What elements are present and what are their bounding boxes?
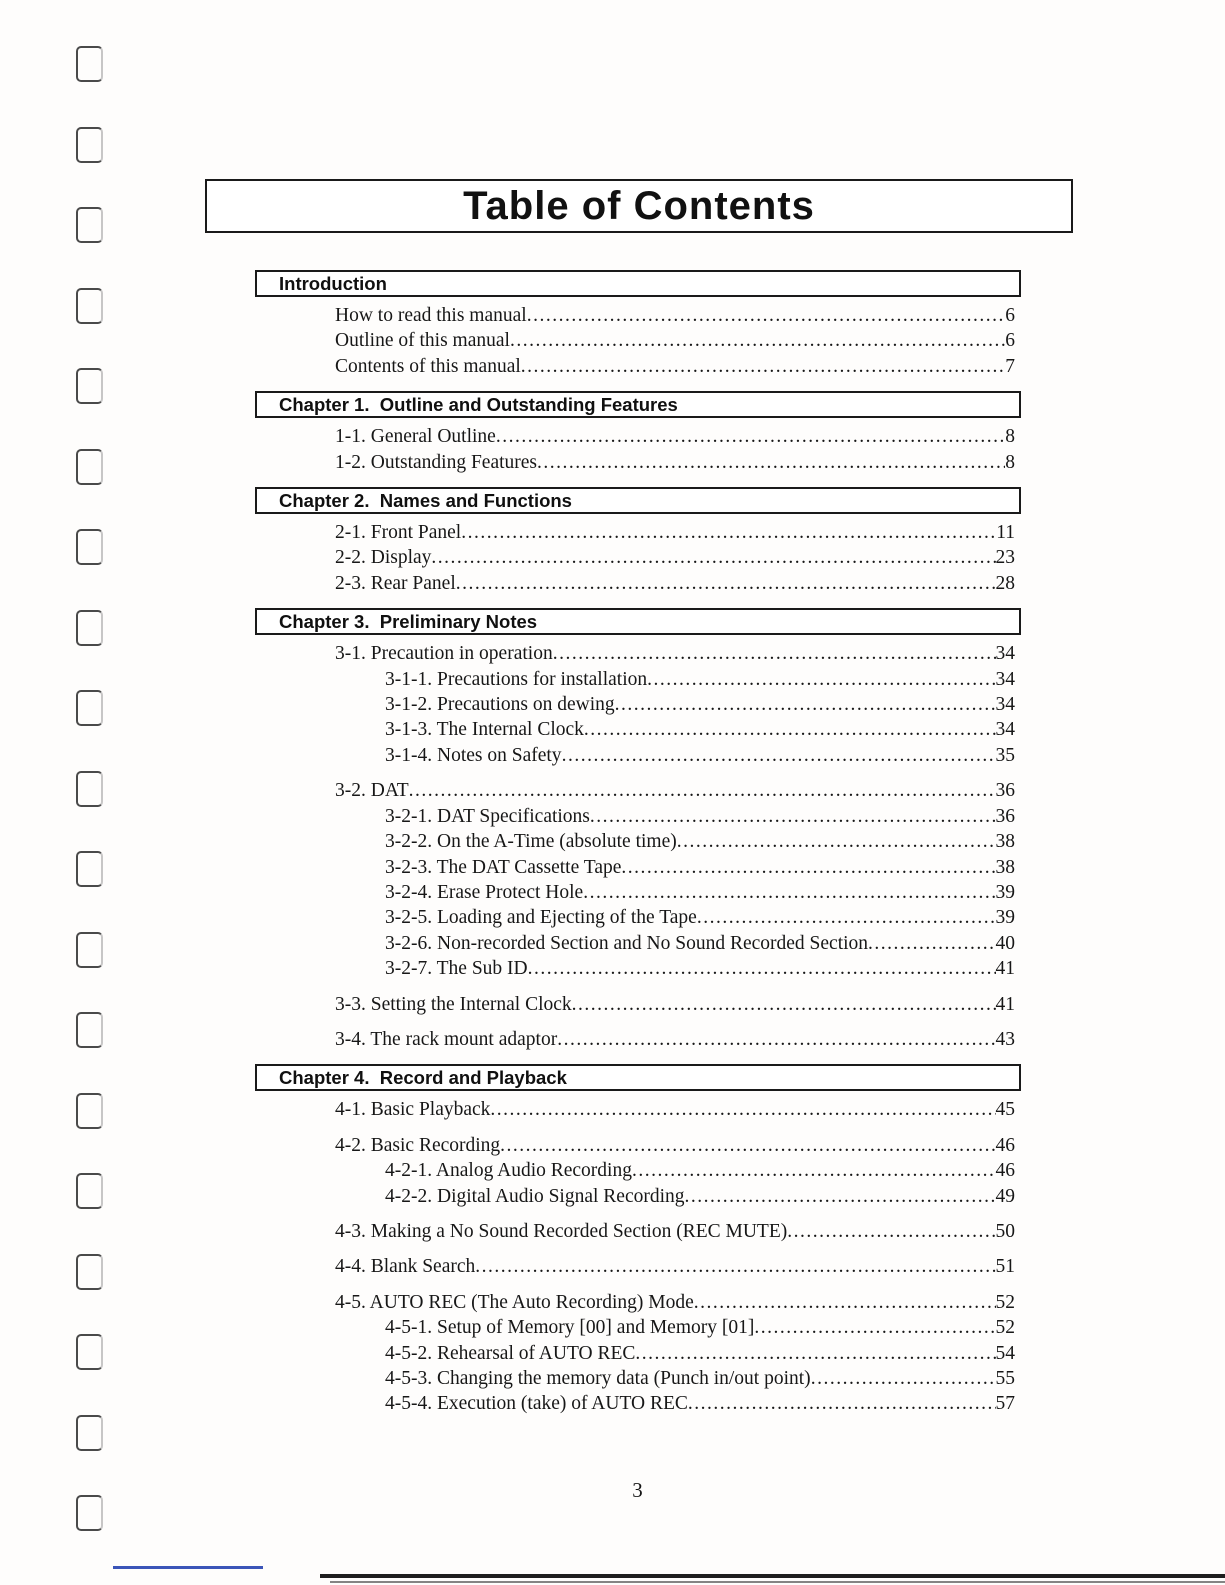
toc-entry-page: 36: [995, 805, 1015, 827]
dot-leader: [572, 992, 996, 1017]
toc-entry-label: 3-2-5. Loading and Ejecting of the Tape: [385, 907, 697, 929]
dot-leader: [557, 1027, 995, 1052]
toc-entry-page: 40: [995, 932, 1015, 954]
binding-hole: [76, 771, 103, 807]
toc-entry: [335, 1219, 1021, 1244]
toc-entry-page: 46: [995, 1160, 1015, 1182]
toc-entry-page: 57: [995, 1393, 1015, 1415]
dot-leader: [562, 743, 996, 768]
toc-entry-label: 3-2-7. The Sub ID: [385, 958, 528, 980]
binding-hole: [76, 449, 103, 485]
page-number: 3: [632, 1478, 643, 1502]
binding-hole: [76, 932, 103, 968]
toc-entry-label: 3-3. Setting the Internal Clock: [335, 993, 572, 1015]
toc-entry: [385, 855, 1021, 880]
toc-entry-page: 35: [995, 744, 1015, 766]
toc-entry: [335, 424, 1021, 449]
binding-hole: [76, 1254, 103, 1290]
section-header: [255, 608, 1021, 635]
dot-leader: [615, 692, 996, 717]
dot-leader: [409, 778, 996, 803]
toc-section: [255, 608, 1021, 1052]
section-header-label: Chapter 4. Record and Playback: [279, 1066, 567, 1088]
toc-entry-page: 51: [995, 1256, 1015, 1278]
dot-leader: [632, 1158, 996, 1183]
dot-leader: [677, 829, 996, 854]
toc-entry: [385, 1366, 1021, 1391]
dot-leader: [685, 1184, 996, 1209]
dot-leader: [500, 1133, 995, 1158]
toc-entry-label: 3-1-4. Notes on Safety: [385, 744, 562, 766]
section-entries: [255, 424, 1021, 475]
title-box: [205, 179, 1073, 233]
scan-artifact-dark-line: [320, 1574, 1225, 1578]
toc-entry-page: 45: [995, 1099, 1015, 1121]
binding-hole: [76, 368, 103, 404]
toc-entry-label: 3-1-1. Precautions for installation: [385, 668, 648, 690]
toc-entry-page: 34: [995, 668, 1015, 690]
page-title: Table of Contents: [463, 183, 815, 228]
toc-entry-page: 38: [995, 831, 1015, 853]
toc-entry-page: 8: [1005, 426, 1015, 448]
toc-entry-page: 34: [995, 643, 1015, 665]
dot-leader: [431, 545, 995, 570]
toc-entry-label: 3-2-3. The DAT Cassette Tape: [385, 856, 622, 878]
dot-leader: [583, 880, 995, 905]
toc-entry-label: 2-1. Front Panel: [335, 522, 462, 544]
dot-leader: [456, 571, 996, 596]
toc-entry-page: 38: [995, 856, 1015, 878]
toc-section: [255, 1064, 1021, 1416]
toc-entry: [335, 450, 1021, 475]
toc-entry: [335, 641, 1021, 666]
toc-entry-page: 34: [995, 719, 1015, 741]
toc-entry: [385, 1184, 1021, 1209]
toc-entry-page: 49: [995, 1185, 1015, 1207]
dot-leader: [621, 855, 995, 880]
toc-entry-page: 50: [995, 1220, 1015, 1242]
toc-entry: [385, 931, 1021, 956]
toc-entry: [385, 743, 1021, 768]
section-header-label: Chapter 1. Outline and Outstanding Features: [279, 393, 678, 415]
binding-hole: [76, 529, 103, 565]
dot-leader: [787, 1219, 995, 1244]
section-header: [255, 487, 1021, 514]
dot-leader: [475, 1254, 995, 1279]
dot-leader: [496, 424, 1005, 449]
toc-entry-label: 4-5-2. Rehearsal of AUTO REC: [385, 1342, 636, 1364]
toc-entry-label: 3-2. DAT: [335, 780, 409, 802]
toc-section: [255, 270, 1021, 379]
section-header-label: Chapter 3. Preliminary Notes: [279, 610, 538, 632]
toc-entry-page: 55: [995, 1368, 1015, 1389]
binding-hole: [76, 1334, 103, 1370]
toc-entry: [335, 1027, 1021, 1052]
dot-leader: [868, 931, 995, 956]
toc-entry-page: 52: [995, 1291, 1015, 1313]
toc-entry-label: 3-2-2. On the A-Time (absolute time): [385, 831, 677, 853]
binding-hole: [76, 1012, 103, 1048]
toc-entry-label: 3-2-4. Erase Protect Hole: [385, 881, 584, 903]
binding-hole: [76, 207, 103, 243]
dot-leader: [510, 328, 1005, 353]
dot-leader: [584, 717, 996, 742]
section-header: [255, 391, 1021, 418]
toc-entry-page: 52: [995, 1317, 1015, 1339]
toc-entry-page: 36: [995, 780, 1015, 802]
toc-entry-page: 43: [995, 1028, 1015, 1050]
toc-entry-label: Contents of this manual: [335, 355, 521, 377]
toc-entry: [335, 328, 1021, 353]
toc-entry-label: 4-2. Basic Recording: [335, 1134, 501, 1156]
toc-entry: [385, 1341, 1021, 1366]
binding-holes: [76, 0, 116, 1585]
toc-entry-label: 3-1. Precaution in operation: [335, 643, 553, 665]
toc-entry: [385, 1158, 1021, 1183]
toc-entry-page: 11: [996, 522, 1015, 544]
section-header: [255, 270, 1021, 297]
section-entries: [255, 303, 1021, 379]
toc-section: [255, 487, 1021, 596]
toc-entry: [335, 992, 1021, 1017]
dot-leader: [754, 1315, 995, 1340]
toc-entry: [335, 1254, 1021, 1279]
toc-entry: [335, 545, 1021, 570]
toc-entry: [385, 880, 1021, 905]
toc-entry-label: 1-1. General Outline: [335, 426, 496, 448]
dot-leader: [521, 354, 1005, 379]
toc-entry-label: 4-5-3. Changing the memory data (Punch in/out point): [385, 1368, 811, 1389]
toc-entry-page: 6: [1005, 330, 1015, 352]
dot-leader: [528, 956, 996, 981]
toc-entry: [385, 692, 1021, 717]
dot-leader: [647, 667, 995, 692]
toc-entry-label: 3-2-6. Non-recorded Section and No Sound Recorded Section: [385, 932, 869, 954]
section-header-label: Introduction: [279, 272, 387, 294]
toc-entry-label: How to read this manual: [335, 305, 527, 326]
toc-entry: [385, 804, 1021, 829]
toc-entry-label: 2-2. Display: [335, 547, 432, 569]
toc-sections: [255, 270, 1021, 1429]
toc-entry: [335, 520, 1021, 545]
section-header: [255, 1064, 1021, 1091]
toc-entry-page: 54: [995, 1342, 1015, 1364]
toc-entry-page: 23: [995, 547, 1015, 569]
dot-leader: [697, 905, 996, 930]
binding-hole: [76, 288, 103, 324]
toc-entry-page: 28: [995, 572, 1015, 594]
binding-hole: [76, 851, 103, 887]
toc-entry-page: 46: [995, 1134, 1015, 1156]
dot-leader: [490, 1097, 995, 1122]
scan-artifact-blue-line: [113, 1566, 263, 1569]
toc-entry-label: 2-3. Rear Panel: [335, 572, 456, 594]
toc-entry: [335, 1290, 1021, 1315]
section-entries: [255, 641, 1021, 1052]
binding-hole: [76, 127, 103, 163]
dot-leader: [590, 804, 996, 829]
toc-entry-page: 41: [995, 958, 1015, 980]
section-entries: [255, 1097, 1021, 1416]
toc-entry: [385, 717, 1021, 742]
toc-entry-page: 39: [995, 881, 1015, 903]
toc-entry: [385, 956, 1021, 981]
dot-leader: [694, 1290, 996, 1315]
toc-entry-label: 4-3. Making a No Sound Recorded Section (REC MUTE): [335, 1220, 788, 1242]
toc-entry-page: 6: [1005, 305, 1015, 326]
toc-entry-label: 3-2-1. DAT Specifications: [385, 805, 590, 827]
toc-entry-page: 34: [995, 694, 1015, 716]
dot-leader: [688, 1391, 996, 1416]
toc-entry: [335, 778, 1021, 803]
toc-entry-label: Outline of this manual: [335, 330, 510, 352]
dot-leader: [461, 520, 996, 545]
scan-artifact-dark-line-2: [330, 1581, 1225, 1583]
toc-entry-label: 3-4. The rack mount adaptor: [335, 1028, 558, 1050]
toc-entry-page: 41: [995, 993, 1015, 1015]
binding-hole: [76, 1093, 103, 1129]
toc-entry-label: 4-2-2. Digital Audio Signal Recording: [385, 1185, 685, 1207]
toc-entry-label: 4-4. Blank Search: [335, 1256, 476, 1278]
toc-entry-label: 4-1. Basic Playback: [335, 1099, 491, 1121]
toc-entry-page: 7: [1005, 355, 1015, 377]
toc-entry-label: 1-2. Outstanding Features: [335, 451, 538, 473]
toc-section: [255, 391, 1021, 475]
dot-leader: [537, 450, 1005, 475]
toc-entry-label: 4-2-1. Analog Audio Recording: [385, 1160, 632, 1182]
toc-entry: [385, 1391, 1021, 1416]
toc-entry: [385, 1315, 1021, 1340]
dot-leader: [635, 1341, 995, 1366]
binding-hole: [76, 610, 103, 646]
dot-leader: [527, 303, 1006, 328]
toc-entry-label: 4-5-4. Execution (take) of AUTO REC: [385, 1393, 688, 1415]
toc-entry: [335, 571, 1021, 596]
binding-hole: [76, 46, 103, 82]
toc-entry-label: 4-5-1. Setup of Memory [00] and Memory [01]: [385, 1317, 755, 1339]
section-entries: [255, 520, 1021, 596]
toc-entry-label: 3-1-3. The Internal Clock: [385, 719, 584, 741]
dot-leader: [553, 641, 996, 666]
toc-entry: [335, 354, 1021, 379]
dot-leader: [811, 1366, 996, 1391]
binding-hole: [76, 1415, 103, 1451]
toc-entry: [335, 1097, 1021, 1122]
toc-entry-page: 8: [1005, 451, 1015, 473]
toc-entry: [385, 829, 1021, 854]
toc-entry-label: 4-5. AUTO REC (The Auto Recording) Mode: [335, 1291, 694, 1313]
binding-hole: [76, 1173, 103, 1209]
toc-entry: [335, 303, 1021, 328]
toc-entry: [335, 1133, 1021, 1158]
section-header-label: Chapter 2. Names and Functions: [279, 489, 572, 511]
binding-hole: [76, 690, 103, 726]
toc-entry: [385, 905, 1021, 930]
toc-entry: [385, 667, 1021, 692]
toc-entry-label: 3-1-2. Precautions on dewing: [385, 694, 615, 716]
toc-entry-page: 39: [995, 907, 1015, 929]
